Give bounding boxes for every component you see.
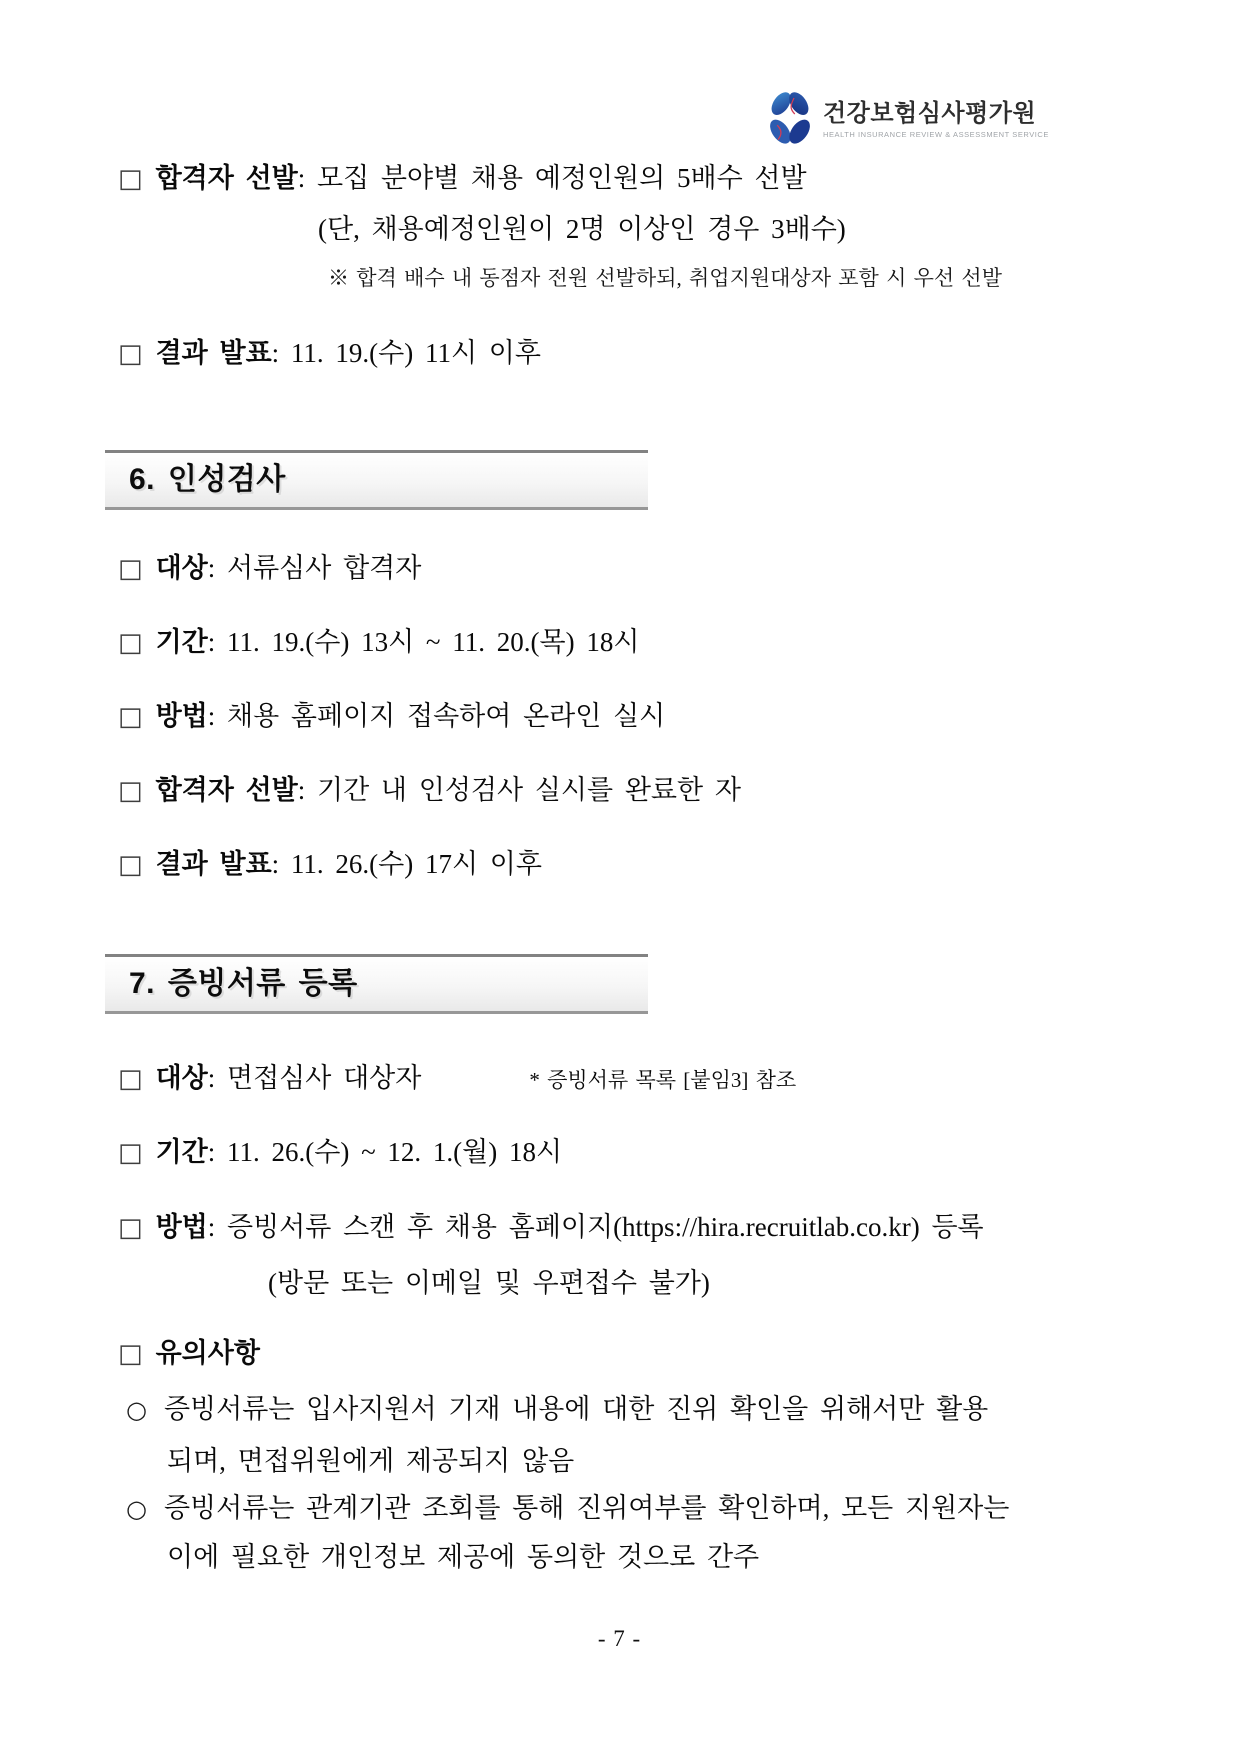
bullet-row-period bbox=[118, 625, 1129, 660]
bullet-label: 유의사항 bbox=[155, 1338, 260, 1368]
bullet-label: 합격자 선발 bbox=[155, 775, 298, 805]
bullet-text: : 면접심사 대상자 bbox=[207, 1063, 422, 1093]
bullet-row-result bbox=[118, 336, 1129, 371]
square-bullet-icon: □ bbox=[118, 164, 143, 194]
section-header-6 bbox=[105, 450, 648, 510]
square-bullet-icon: □ bbox=[118, 702, 143, 732]
square-bullet-icon: □ bbox=[118, 1138, 143, 1168]
bullet-continuation: (단, 채용예정인원이 2명 이상인 경우 3배수) bbox=[318, 214, 846, 244]
sub-bullet-continuation: 이에 필요한 개인정보 제공에 동의한 것으로 간주 bbox=[167, 1542, 760, 1572]
bullet-row-notes bbox=[118, 1336, 1129, 1371]
bullet-row-result bbox=[118, 847, 1129, 882]
bullet-label: 대상 bbox=[155, 1063, 208, 1093]
document-content bbox=[0, 161, 1239, 1574]
bullet-text: : 증빙서류 스캔 후 채용 홈페이지(https://hira.recruitlab.co.kr) 등록 bbox=[207, 1212, 984, 1242]
bullet-row-target bbox=[118, 1061, 1129, 1097]
bullet-text: : 모집 분야별 채용 예정인원의 5배수 선발 bbox=[297, 163, 807, 193]
bullet-row-method bbox=[118, 1210, 1129, 1245]
square-bullet-icon: □ bbox=[118, 554, 143, 584]
bullet-text: : 11. 19.(수) 13시 ~ 11. 20.(목) 18시 bbox=[207, 627, 640, 657]
bullet-row-period bbox=[118, 1135, 1129, 1170]
bullet-label: 대상 bbox=[155, 553, 208, 583]
circle-bullet-icon: ○ bbox=[126, 1396, 147, 1424]
square-bullet-icon: □ bbox=[118, 339, 143, 369]
footnote-text: ※ 합격 배수 내 동점자 전원 선발하되, 취업지원대상자 포함 시 우선 선발 bbox=[328, 266, 1003, 290]
sub-bullet-continuation: 되며, 면접위원에게 제공되지 않음 bbox=[167, 1446, 575, 1476]
bullet-text: : 서류심사 합격자 bbox=[207, 553, 422, 583]
bullet-row-method bbox=[118, 699, 1129, 734]
bullet-continuation: (방문 또는 이메일 및 우편접수 불가) bbox=[268, 1268, 710, 1298]
bullet-label: 기간 bbox=[155, 627, 208, 657]
section-title: 7. 증빙서류 등록 bbox=[129, 967, 358, 1000]
sub-bullet-row bbox=[118, 1392, 1129, 1427]
circle-bullet-icon: ○ bbox=[126, 1495, 147, 1523]
bullet-text: : 기간 내 인성검사 실시를 완료한 자 bbox=[297, 775, 741, 805]
bullet-text: : 11. 19.(수) 11시 이후 bbox=[271, 338, 541, 368]
bullet-label: 방법 bbox=[155, 1212, 208, 1242]
org-logo-mark-icon bbox=[766, 90, 814, 146]
org-logo-text bbox=[823, 90, 1049, 139]
section-title: 6. 인성검사 bbox=[129, 463, 286, 496]
square-bullet-icon: □ bbox=[118, 628, 143, 658]
bullet-label: 결과 발표 bbox=[155, 338, 272, 368]
org-logo bbox=[766, 90, 1049, 146]
bullet-row-target bbox=[118, 551, 1129, 586]
bullet-text: : 11. 26.(수) 17시 이후 bbox=[271, 849, 542, 879]
square-bullet-icon: □ bbox=[118, 1064, 143, 1094]
bullet-label: 방법 bbox=[155, 701, 208, 731]
bullet-label: 결과 발표 bbox=[155, 849, 272, 879]
bullet-label: 기간 bbox=[155, 1137, 208, 1167]
side-note: * 증빙서류 목록 [붙임3] 참조 bbox=[529, 1068, 797, 1092]
sub-bullet-text: 증빙서류는 관계기관 조회를 통해 진위여부를 확인하며, 모든 지원자는 bbox=[163, 1493, 1010, 1523]
square-bullet-icon: □ bbox=[118, 1213, 143, 1243]
org-name: 건강보험심사평가원 bbox=[823, 100, 1037, 127]
bullet-row-selection bbox=[118, 773, 1129, 808]
section-header-7 bbox=[105, 954, 648, 1014]
square-bullet-icon: □ bbox=[118, 850, 143, 880]
page-number: - 7 - bbox=[597, 1626, 642, 1651]
sub-bullet-row bbox=[118, 1491, 1129, 1526]
bullet-text: : 11. 26.(수) ~ 12. 1.(월) 18시 bbox=[207, 1137, 563, 1167]
sub-bullet-text: 증빙서류는 입사지원서 기재 내용에 대한 진위 확인을 위해서만 활용 bbox=[163, 1394, 989, 1424]
square-bullet-icon: □ bbox=[118, 776, 143, 806]
bullet-label: 합격자 선발 bbox=[155, 163, 298, 193]
org-subtitle: HEALTH INSURANCE REVIEW & ASSESSMENT SERVICE bbox=[823, 130, 1049, 139]
square-bullet-icon: □ bbox=[118, 1339, 143, 1369]
bullet-text: : 채용 홈페이지 접속하여 온라인 실시 bbox=[207, 701, 666, 731]
bullet-row-selection bbox=[118, 161, 1129, 196]
